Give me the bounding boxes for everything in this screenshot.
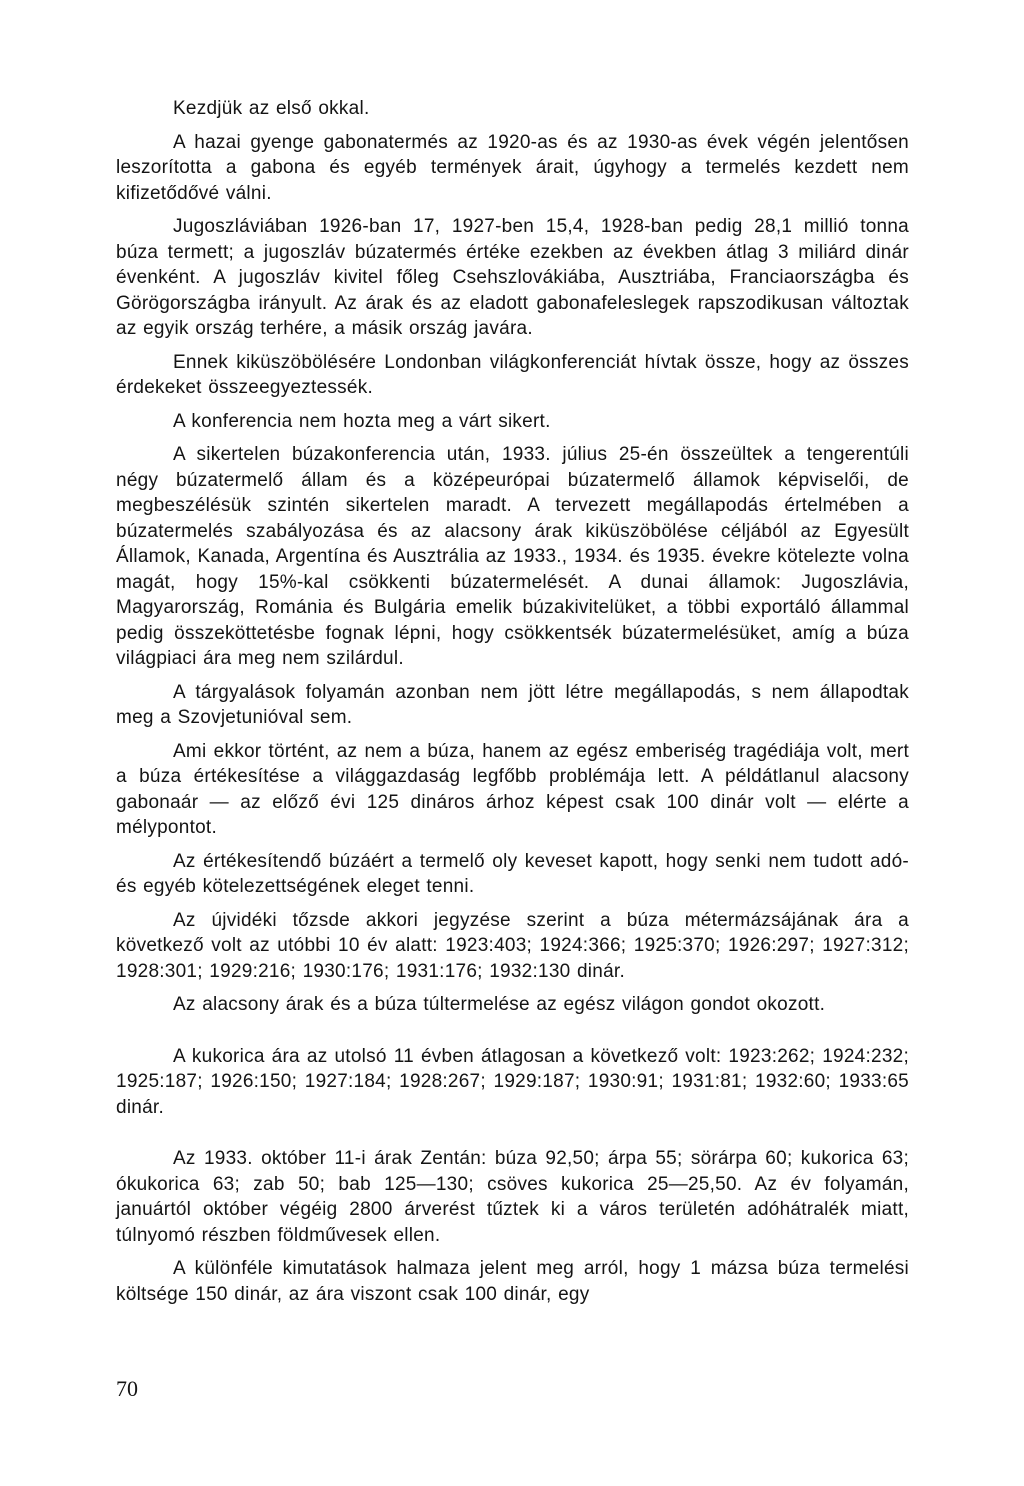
paragraph-negotiations: A tárgyalások folyamán azonban nem jött létre megállapodás, s nem állapodtak meg a Szovjetunióval sem. [116,681,909,728]
paragraph-harvest: A hazai gyenge gabonatermés az 1920-as és az 1930-as évek végén jelentősen leszorította a gabona és egyéb termények árait, úgyhogy a termelés kezdett nem kifizetődővé válni. [116,131,909,204]
paragraph-farmers: Az értékesítendő búzáért a termelő oly keveset kapott, hogy senki nem tudott adó- és egyéb kötelezettségének eleget tenni. [116,850,909,897]
paragraph-conference-result: A konferencia nem hozta meg a várt sikert. [173,410,551,432]
paragraph-overproduction: Az alacsony árak és a búza túltermelése az egész világon gondot okozott. [173,994,826,1015]
page-body [116,96,909,1307]
page-number: 70 [116,1376,138,1401]
paragraph-intro: Kezdjük az első okkal. [173,98,370,119]
paragraph-zenta-prices: Az 1933. október 11-i árak Zentán: búza 92,50; árpa 55; sörárpa 60; kukorica 63; ókukorica 63; zab 50; bab 125—130; csöves kukorica 25—25,50. Az év folyamán, januártól október végéig 2800 árverést tűztek ki a város területén adóhátralék miatt, túlnyomó részben földművesek ellen. [116,1148,909,1246]
paragraph-yugoslavia-wheat: Jugoszláviában 1926-ban 17, 1927-ben 15,4, 1928-ban pedig 28,1 millió tonna búza termett; a jugoszláv búzatermés értéke ezekben az években átlag 3 miliárd dinár évenként. A jugoszláv kivitel főleg Csehszlovákiába, Ausztriába, Franciaországba és Görögországba irányult. Az árak és az eladott gabonafeleslegek rapszodikusan változtak az egyik ország terhére, a másik ország javára. [116,216,909,339]
paragraph-corn-prices: A kukorica ára az utolsó 11 évben átlagosan a következő volt: 1923:262; 1924:232; 1925:187; 1926:150; 1927:184; 1928:267; 1929:187; 1930:91; 1931:81; 1932:60; 1933:65 dinár. [116,1045,909,1118]
paragraph-wheat-prices: Az újvidéki tőzsde akkori jegyzése szerint a búza métermázsájának ára a következő volt az utóbbi 10 év alatt: 1923:403; 1924:366; 1925:370; 1926:297; 1927:312; 1928:301; 1929:216; 1930:176; 1931:176; 1932:130 dinár. [116,909,909,982]
paragraph-london-conference: Ennek kiküszöbölésére Londonban világkonferenciát hívtak össze, hogy az összes érdekeket összeegyeztessék. [116,351,909,398]
paragraph-1933-meeting: A sikertelen búzakonferencia után, 1933. július 25-én összeültek a tengerentúli négy búzatermelő állam és a középeurópai búzatermelő államok képviselői, de megbeszélésük szintén sikertelen maradt. A tervezett megállapodás értelmében a búzatermelés szabályozása és az alacsony árak kiküszöbölése céljából az Egyesült Államok, Kanada, Argentína és Ausztrália az 1933., 1934. és 1935. évekre kötelezte volna magát, hogy 15%-kal csökkenti búzatermelését. A dunai államok: Jugoszlávia, Magyarország, Románia és Bulgária emelik búzakivitelüket, a többi exportáló állammal pedig összeköttetésbe fognak lépni, hogy csökkentsék búzatermelésüket, amíg a búza világpiaci ára meg nem szilárdul. [116,444,909,669]
paragraph-tragedy: Ami ekkor történt, az nem a búza, hanem az egész emberiség tragédiája volt, mert a búza értékesítése a világgazdaság legfőbb problémája lett. A példátlanul alacsony gabonaár — az előző évi 125 dináros árhoz képest csak 100 dinár volt — elérte a mélypontot. [116,740,909,838]
paragraph-production-cost: A különféle kimutatások halmaza jelent meg arról, hogy 1 mázsa búza termelési költsége 150 dinár, az ára viszont csak 100 dinár, egy [116,1258,909,1305]
